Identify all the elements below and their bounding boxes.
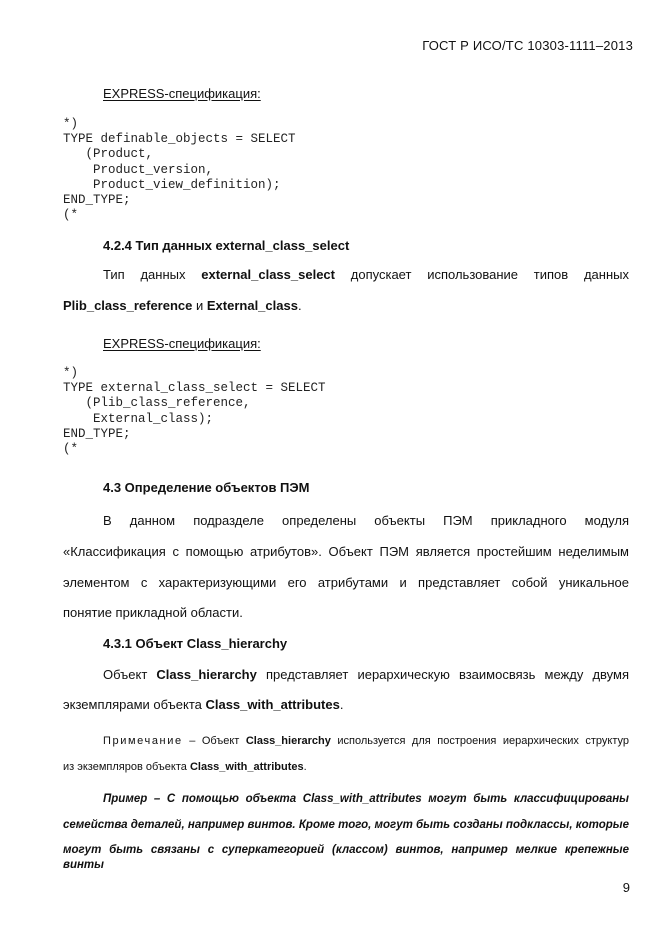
term: Class_hierarchy bbox=[245, 735, 331, 747]
paragraph-line: «Классификация с помощью атрибутов». Объект ПЭМ является простейшим неделимым bbox=[63, 544, 629, 559]
term: Class_with_attributes bbox=[205, 697, 340, 712]
term: Class_with_attributes bbox=[189, 761, 304, 773]
express-code-block: *) TYPE external_class_select = SELECT (Plib_class_reference, External_class); END_TYPE; (* bbox=[63, 366, 326, 457]
page-number: 9 bbox=[622, 880, 630, 895]
paragraph-line: Plib_class_reference и External_class. bbox=[63, 298, 302, 313]
paragraph-line: Тип данных external_class_select допускает использование типов данных bbox=[103, 267, 629, 282]
express-spec-label: EXPRESS-спецификация: bbox=[103, 86, 261, 101]
term: external_class_select bbox=[201, 267, 335, 282]
note-label: Примечание bbox=[103, 735, 183, 747]
express-spec-label: EXPRESS-спецификация: bbox=[103, 336, 261, 351]
section-title-4-3-1: 4.3.1 Объект Class_hierarchy bbox=[103, 636, 288, 651]
example-line: Пример – С помощью объекта Class_with_attributes могут быть классифицированы bbox=[103, 793, 629, 805]
paragraph-line: понятие прикладной области. bbox=[63, 605, 243, 620]
section-title-4-2-4: 4.2.4 Тип данных external_class_select bbox=[103, 238, 350, 253]
note-line: Примечание – Объект Class_hierarchy используется для построения иерархических структур bbox=[103, 735, 629, 747]
document-header: ГОСТ Р ИСО/ТС 10303-1111–2013 bbox=[422, 38, 633, 53]
example-line: могут быть связаны с суперкатегорией (классом) винтов, например мелкие крепежные винты bbox=[63, 844, 629, 871]
example-line: семейства деталей, например винтов. Кроме того, могут быть созданы подклассы, которые bbox=[63, 819, 629, 831]
express-code-block: *) TYPE definable_objects = SELECT (Product, Product_version, Product_view_definition); END_TYPE; (* bbox=[63, 117, 296, 223]
term: Class_hierarchy bbox=[156, 667, 257, 682]
section-title-4-3: 4.3 Определение объектов ПЭМ bbox=[103, 480, 310, 495]
paragraph-line: элементом с характеризующими его атрибутами и представляет собой уникальное bbox=[63, 575, 629, 590]
term: External_class bbox=[206, 298, 298, 313]
note-line: из экземпляров объекта Class_with_attributes. bbox=[63, 761, 307, 773]
paragraph-line: Объект Class_hierarchy представляет иерархическую взаимосвязь между двумя bbox=[103, 667, 629, 682]
paragraph-line: экземплярами объекта Class_with_attributes. bbox=[63, 697, 344, 712]
term: Plib_class_reference bbox=[63, 298, 193, 313]
paragraph-line: В данном подразделе определены объекты ПЭМ прикладного модуля bbox=[103, 513, 629, 528]
